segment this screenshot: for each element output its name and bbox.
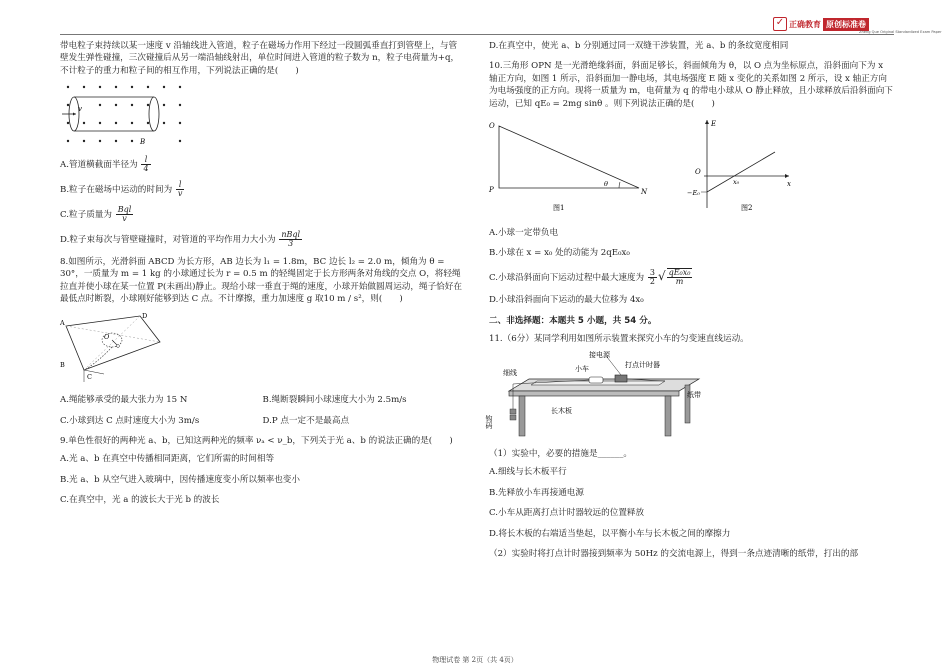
header-rule (60, 34, 894, 35)
label-v: v (78, 105, 82, 114)
q11-option-b[interactable]: B.先释放小车再接通电源 (489, 487, 584, 498)
fraction (176, 181, 185, 198)
q11-stem: 11.（6分）某同学利用如图所示装置来探究小车的匀变速直线运动。 (489, 334, 749, 345)
label-o: O (104, 332, 110, 341)
denominator: 3 (288, 238, 294, 248)
logo-subtitle: Zheng Que Original Standardized Exam Paper (859, 30, 942, 34)
label-b: B (140, 138, 146, 147)
label-a: A (60, 318, 65, 327)
q11-part2: （2）实验时将打点计时器接到频率为 50Hz 的交流电源上，得到一条点迹清晰的纸带，打出的部 (489, 549, 859, 560)
q9-option-d[interactable]: D.在真空中，使光 a、b 分别通过同一双缝干涉装置，光 a、b 的条纹宽度相同 (489, 41, 789, 51)
label-d: D (142, 311, 148, 320)
q7-d-text: D.粒子束每次与管壁碰撞时，对管道的平均作用力大小为 (60, 234, 276, 245)
fraction (279, 231, 302, 248)
fig2-e: E (711, 120, 717, 129)
q7-c-text: C.粒子质量为 (60, 209, 112, 220)
q8-option-d[interactable]: D.P 点一定不是最高点 (262, 415, 350, 426)
q8-stem: 8.如图所示，光滑斜面 ABCD 为长方形，AB 边长为 l₁ = 1.8m，BC 边长 l₂ = 2.0 m，倾角为 θ = 30°，一质量为 m = 1 kg 的小球通过长为 r = 0.5 m 的轻绳固定于长方形两条对角线的交点 O，将轻绳拉直并使小球在某一位置 P(未画出)静止。现给小球一垂直于绳的速度，小球开始做圆周运动，绳子恰好在最低点时断裂，小球刚好能够到达 C 点。不计摩擦，重力加速度 g 取10 m / s²，则( ) (60, 256, 462, 305)
q10-option-a[interactable]: A.小球一定带负电 (489, 227, 559, 238)
fraction (141, 156, 150, 173)
denominator: v (122, 213, 127, 223)
fraction (667, 268, 693, 286)
q10-option-b[interactable]: B.小球在 x = x₀ 处的动能为 2qE₀x₀ (489, 248, 630, 259)
numerator: l (176, 181, 185, 190)
check-icon: ✓ (773, 17, 787, 31)
fig1-o: O (489, 122, 495, 131)
fig3-car: 小车 (575, 365, 589, 374)
q10-option-d[interactable]: D.小球沿斜面向下运动的最大位移为 4x₀ (489, 295, 644, 306)
label-b: B (60, 360, 65, 369)
q10-option-c[interactable] (489, 268, 894, 287)
q7-option-b[interactable] (60, 181, 465, 198)
q8-option-b[interactable]: B.绳断裂瞬间小球速度大小为 2.5m/s (262, 395, 407, 406)
q11-part1: （1）实验中，必要的措施是______。 (489, 448, 632, 459)
q7-stem: 带电粒子束持续以某一速度 v 沿轴线进入管道，粒子在磁场力作用下经过一段圆弧垂直打到管壁上，与管壁发生弹性碰撞，三次碰撞后从另一端沿轴线射出，单位时间进入管道的粒子数为 n，粒子电荷量为+q，不计粒子的重力和粒子间的相互作用，下列说法正确的是( ) (60, 41, 460, 76)
fraction (648, 269, 657, 286)
q8-options-row1 (60, 394, 465, 414)
fig3-tape: 纸带 (687, 391, 701, 400)
fig3-hook: 钩码 (485, 415, 493, 430)
q8-options-row2 (60, 415, 465, 435)
q11-option-d[interactable]: D.将长木板的右端适当垫起，以平衡小车与长木板之间的摩擦力 (489, 528, 731, 539)
q7-b-text: B.粒子在磁场中运动的时间为 (60, 184, 173, 195)
fig3-string: 细线 (503, 369, 517, 378)
fig1-n: N (641, 188, 648, 197)
q8-option-c[interactable]: C.小球到达 C 点时速度大小为 3m/s (60, 415, 200, 426)
label-c: C (87, 372, 92, 381)
q11-option-a[interactable]: A.细线与长木板平行 (489, 467, 567, 478)
q9-stem: 9.单色性很好的两种光 a、b，已知这两种光的频率 νₐ < ν_b，下列关于光 a、b 的说法正确的是( ) (60, 435, 453, 446)
q9-option-c[interactable]: C.在真空中，光 a 的波长大于光 b 的波长 (60, 495, 220, 506)
logo-brand: 正确教育 (789, 19, 821, 29)
fig1-caption: 图1 (553, 204, 565, 213)
q7-option-c[interactable] (60, 206, 465, 223)
q7-figure (60, 83, 465, 149)
numerator: qE₀x₀ (668, 268, 691, 278)
numerator: nBql (281, 229, 301, 239)
fig3-board: 长木板 (551, 407, 572, 416)
q11-option-c[interactable]: C.小车从距离打点计时器较远的位置释放 (489, 508, 645, 519)
numerator: 3 (649, 267, 655, 277)
q8-figure (60, 312, 465, 388)
page-footer: 物理试卷 第 2页（共 4页） (432, 656, 518, 664)
q9-option-b[interactable]: B.光 a、b 从空气进入玻璃中，因传播速度变小所以频率也变小 (60, 474, 300, 485)
fig2-neg-e0: −E₀ (687, 189, 700, 198)
fig1-theta: θ (604, 180, 608, 189)
numerator: Bql (117, 204, 132, 214)
q9-option-a[interactable]: A.光 a、b 在真空中传播相同距离，它们所需的时间相等 (60, 454, 275, 465)
fig1-p: P (489, 186, 494, 195)
slope-diagram (60, 312, 170, 384)
fig3-power: 接电源 (589, 351, 610, 360)
sqrt-icon: √ (657, 268, 666, 283)
q10-c-text: C.小球沿斜面向下运动过程中最大速度为 (489, 272, 645, 283)
logo-tag: 原创标准卷 (823, 18, 869, 31)
fig2-o: O (695, 168, 701, 177)
q10-stem: 10.三角形 OPN 是一光滑绝缘斜面，斜面足够长，斜面倾角为 θ，以 O 点为坐标原点，沿斜面向下为 x 轴正方向，如图 1 所示，沿斜面加一静电场，其电场强度 E 随 x 变化的关系如图 2 所示，设 x 轴正方向为电场强度的正方向。现将一质量为 m，电荷量为 q 的带电小球从 O 静止释放，且小球释放后沿斜面向下运动，已知 qE₀ = 2mg sinθ 。则下列说法正确的是( ) (489, 61, 893, 109)
fig2-caption: 图2 (741, 204, 753, 213)
q10-figures (489, 116, 894, 220)
brand-logo (773, 16, 942, 34)
q8-option-a[interactable]: A.绳能够承受的最大张力为 15 N (60, 395, 188, 406)
fraction (116, 206, 134, 223)
experiment-diagram (485, 351, 719, 437)
fig2-x: x (787, 180, 791, 189)
denominator: 2 (649, 276, 655, 286)
section-heading: 二、非选择题：本题共 5 小题，共 54 分。 (489, 315, 657, 326)
numerator: l (141, 156, 150, 165)
denominator: 4 (143, 163, 149, 173)
fig3-timer: 打点计时器 (625, 361, 660, 370)
left-column (60, 40, 465, 515)
q7-option-a[interactable] (60, 156, 465, 173)
pipe-diagram (60, 83, 190, 145)
right-column (485, 40, 894, 567)
denominator: m (675, 277, 684, 287)
q10-diagrams (489, 116, 819, 216)
q7-a-text: A.管道横截面半径为 (60, 159, 138, 170)
denominator: v (177, 188, 183, 198)
fig2-x0: x₀ (733, 178, 740, 187)
q7-option-d[interactable] (60, 231, 465, 248)
q11-figure (485, 351, 894, 441)
